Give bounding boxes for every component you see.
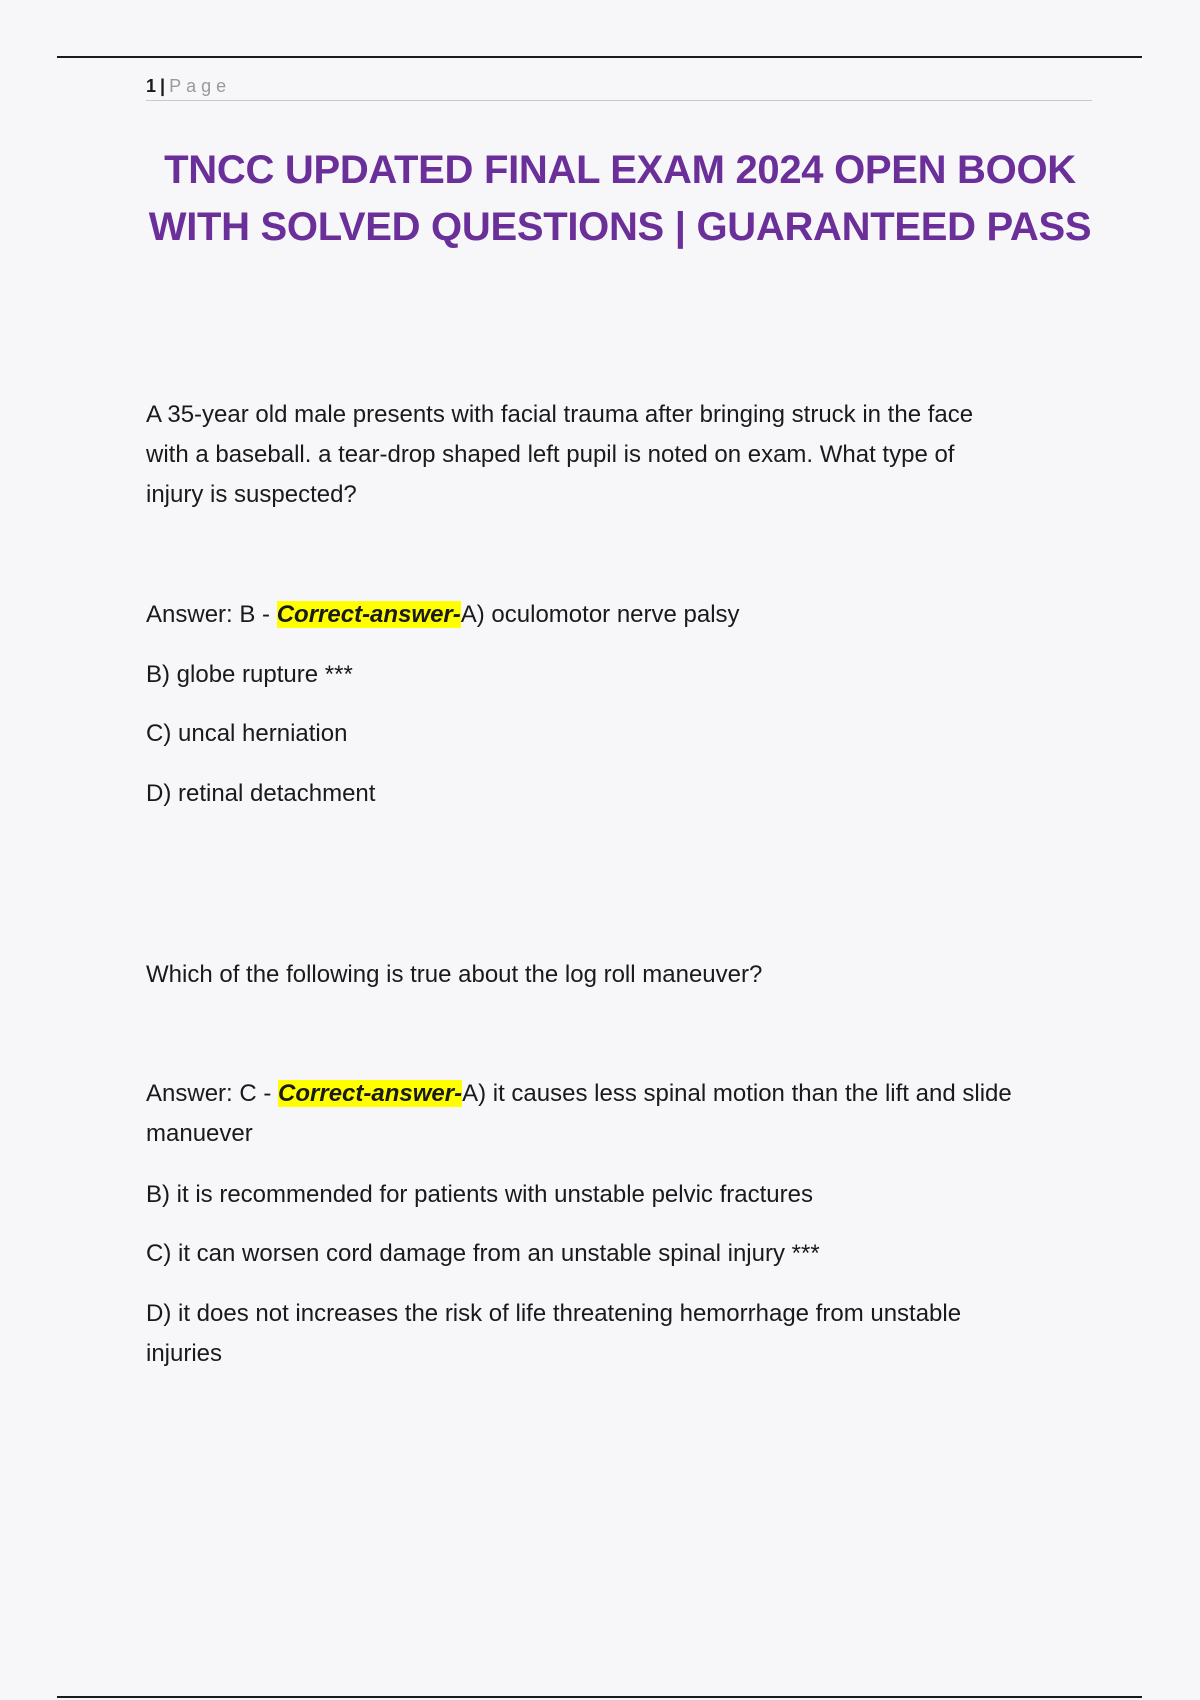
question-2-option-d: D) it does not increases the risk of life threatening hemorrhage from unstable	[146, 1300, 962, 1327]
answer-2-prefix: Answer: C -	[146, 1080, 279, 1107]
question-1-option-d: D) retinal detachment	[146, 780, 376, 807]
question-1-line-3: injury is suspected?	[146, 481, 357, 508]
answer-1-highlight: Correct-answer-	[276, 601, 461, 628]
question-1-line-1: A 35-year old male presents with facial trauma after bringing struck in the face	[146, 401, 974, 428]
page-separator: |	[160, 76, 166, 96]
answer-2	[146, 1074, 1086, 1154]
question-2-option-d-wrap	[146, 1294, 1086, 1374]
question-2-option-b-wrap	[146, 1175, 1086, 1215]
question-2-option-c-wrap	[146, 1234, 1086, 1274]
question-2-option-c: C) it can worsen cord damage from an unstable spinal injury ***	[146, 1240, 820, 1267]
question-2	[146, 955, 1086, 995]
answer-1-rest: A) oculomotor nerve palsy	[460, 601, 740, 628]
question-1-option-c-wrap	[146, 714, 1086, 754]
question-1-option-c: C) uncal herniation	[146, 720, 348, 747]
document-title	[140, 142, 1100, 256]
page-number: 1	[146, 76, 157, 96]
answer-1-prefix: Answer: B -	[146, 601, 277, 628]
page-header	[146, 74, 1092, 101]
bottom-rule	[57, 1696, 1142, 1698]
answer-2-highlight: Correct-answer-	[278, 1080, 463, 1107]
answer-1-line	[146, 595, 1086, 635]
question-2-option-d-cont: injuries	[146, 1340, 223, 1367]
question-1-options	[146, 655, 1086, 695]
question-1-line-2: with a baseball. a tear-drop shaped left pupil is noted on exam. What type of	[146, 441, 955, 468]
question-1	[146, 395, 1086, 515]
question-1-option-d-wrap	[146, 774, 1086, 814]
page-label: Page	[169, 76, 232, 96]
question-2-line-1: Which of the following is true about the log roll maneuver?	[146, 961, 763, 988]
answer-2-rest: A) it causes less spinal motion than the lift and slide	[462, 1080, 1012, 1107]
title-line-1: TNCC UPDATED FINAL EXAM 2024 OPEN BOOK	[164, 148, 1076, 192]
top-rule	[57, 56, 1142, 58]
answer-1	[146, 595, 1086, 635]
answer-2-line-2: manuever	[146, 1120, 253, 1147]
answer-2-line-1	[146, 1074, 1086, 1114]
question-2-option-b: B) it is recommended for patients with unstable pelvic fractures	[146, 1181, 813, 1208]
title-line-2: WITH SOLVED QUESTIONS | GUARANTEED PASS	[148, 205, 1092, 249]
question-1-option-b: B) globe rupture ***	[146, 661, 353, 688]
